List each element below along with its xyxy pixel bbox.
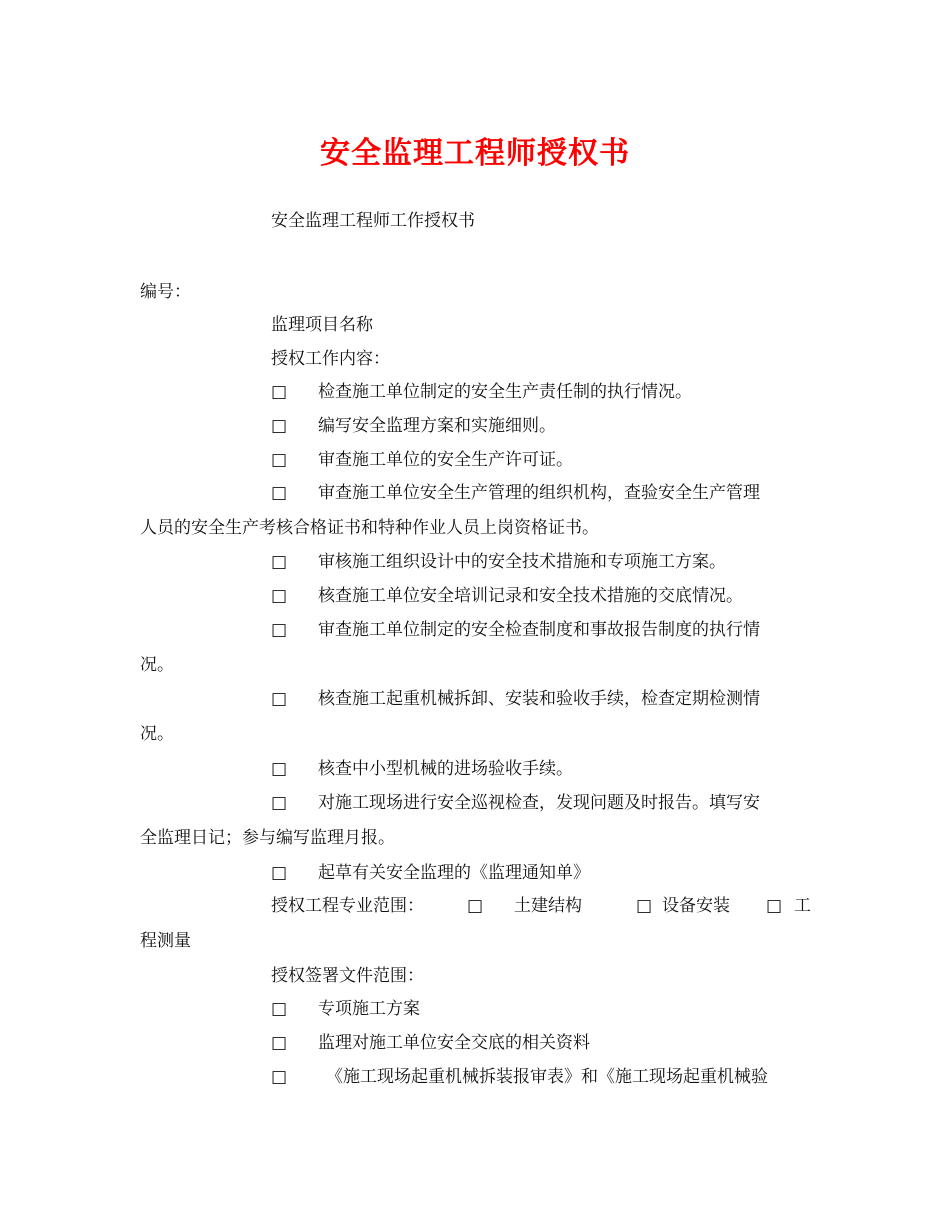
checkbox-icon: □ (271, 999, 288, 1019)
work-item-text: 对施工现场进行安全巡视检查，发现问题及时报告。填写安 (318, 793, 760, 813)
checkbox-icon: □ (766, 896, 783, 916)
checkbox-icon: □ (271, 863, 288, 883)
checkbox-icon: □ (271, 1067, 288, 1087)
checkbox-icon: □ (271, 416, 288, 436)
checkbox-icon: □ (636, 896, 653, 916)
checkbox-icon: □ (271, 793, 288, 813)
scope-checkbox-survey (766, 895, 782, 917)
checkbox-icon: □ (271, 759, 288, 779)
checkbox-icon: □ (271, 1033, 288, 1053)
scope-item-equipment: 设备安装 (662, 896, 730, 916)
work-item-text: 审查施工单位制定的安全检查制度和事故报告制度的执行情 (318, 620, 760, 640)
work-item-text: 检查施工单位制定的安全生产责任制的执行情况。 (318, 382, 692, 402)
checkbox-icon: □ (271, 483, 288, 503)
scope-checkbox-equipment (636, 895, 652, 917)
checkbox-icon: □ (271, 689, 288, 709)
scope-checkbox-civil (467, 895, 483, 917)
work-item-text-continuation: 况。 (140, 655, 174, 675)
doc-item-text: 专项施工方案 (318, 999, 420, 1019)
work-item-text-continuation: 况。 (140, 724, 174, 744)
scope-item-survey: 工 (794, 896, 811, 916)
work-item-text: 编写安全监理方案和实施细则。 (318, 416, 556, 436)
project-name-label: 监理项目名称 (271, 315, 373, 335)
work-item-text-continuation: 人员的安全生产考核合格证书和特种作业人员上岗资格证书。 (140, 518, 599, 538)
work-item-text: 核查中小型机械的进场验收手续。 (318, 759, 573, 779)
scope-label: 授权工程专业范围： (271, 896, 424, 916)
work-item-text: 审查施工单位的安全生产许可证。 (318, 450, 573, 470)
scope-continuation: 程测量 (140, 931, 191, 951)
work-content-label: 授权工作内容： (271, 349, 390, 369)
checkbox-icon: □ (271, 450, 288, 470)
subtitle: 安全监理工程师工作授权书 (271, 211, 475, 231)
work-item-text: 审查施工单位安全生产管理的组织机构，查验安全生产管理 (318, 483, 760, 503)
checkbox-icon: □ (271, 586, 288, 606)
doc-item-text: 监理对施工单位安全交底的相关资料 (318, 1033, 590, 1053)
docs-label: 授权签署文件范围： (271, 966, 424, 986)
work-item-text: 审核施工组织设计中的安全技术措施和专项施工方案。 (318, 552, 726, 572)
checkbox-icon: □ (271, 552, 288, 572)
checkbox-icon: □ (271, 620, 288, 640)
work-item-text: 核查施工单位安全培训记录和安全技术措施的交底情况。 (318, 586, 743, 606)
scope-item-civil: 土建结构 (514, 896, 582, 916)
work-item-text: 核查施工起重机械拆卸、安装和验收手续，检查定期检测情 (318, 689, 760, 709)
checkbox-icon: □ (467, 896, 484, 916)
checkbox-icon: □ (271, 382, 288, 402)
doc-item-text: 《施工现场起重机械拆装报审表》和《施工现场起重机械验 (326, 1067, 768, 1087)
document-title: 安全监理工程师授权书 (320, 136, 630, 171)
work-item-text-continuation: 全监理日记；参与编写监理月报。 (140, 828, 395, 848)
work-item-text: 起草有关安全监理的《监理通知单》 (318, 863, 590, 883)
number-label: 编号： (140, 282, 191, 302)
